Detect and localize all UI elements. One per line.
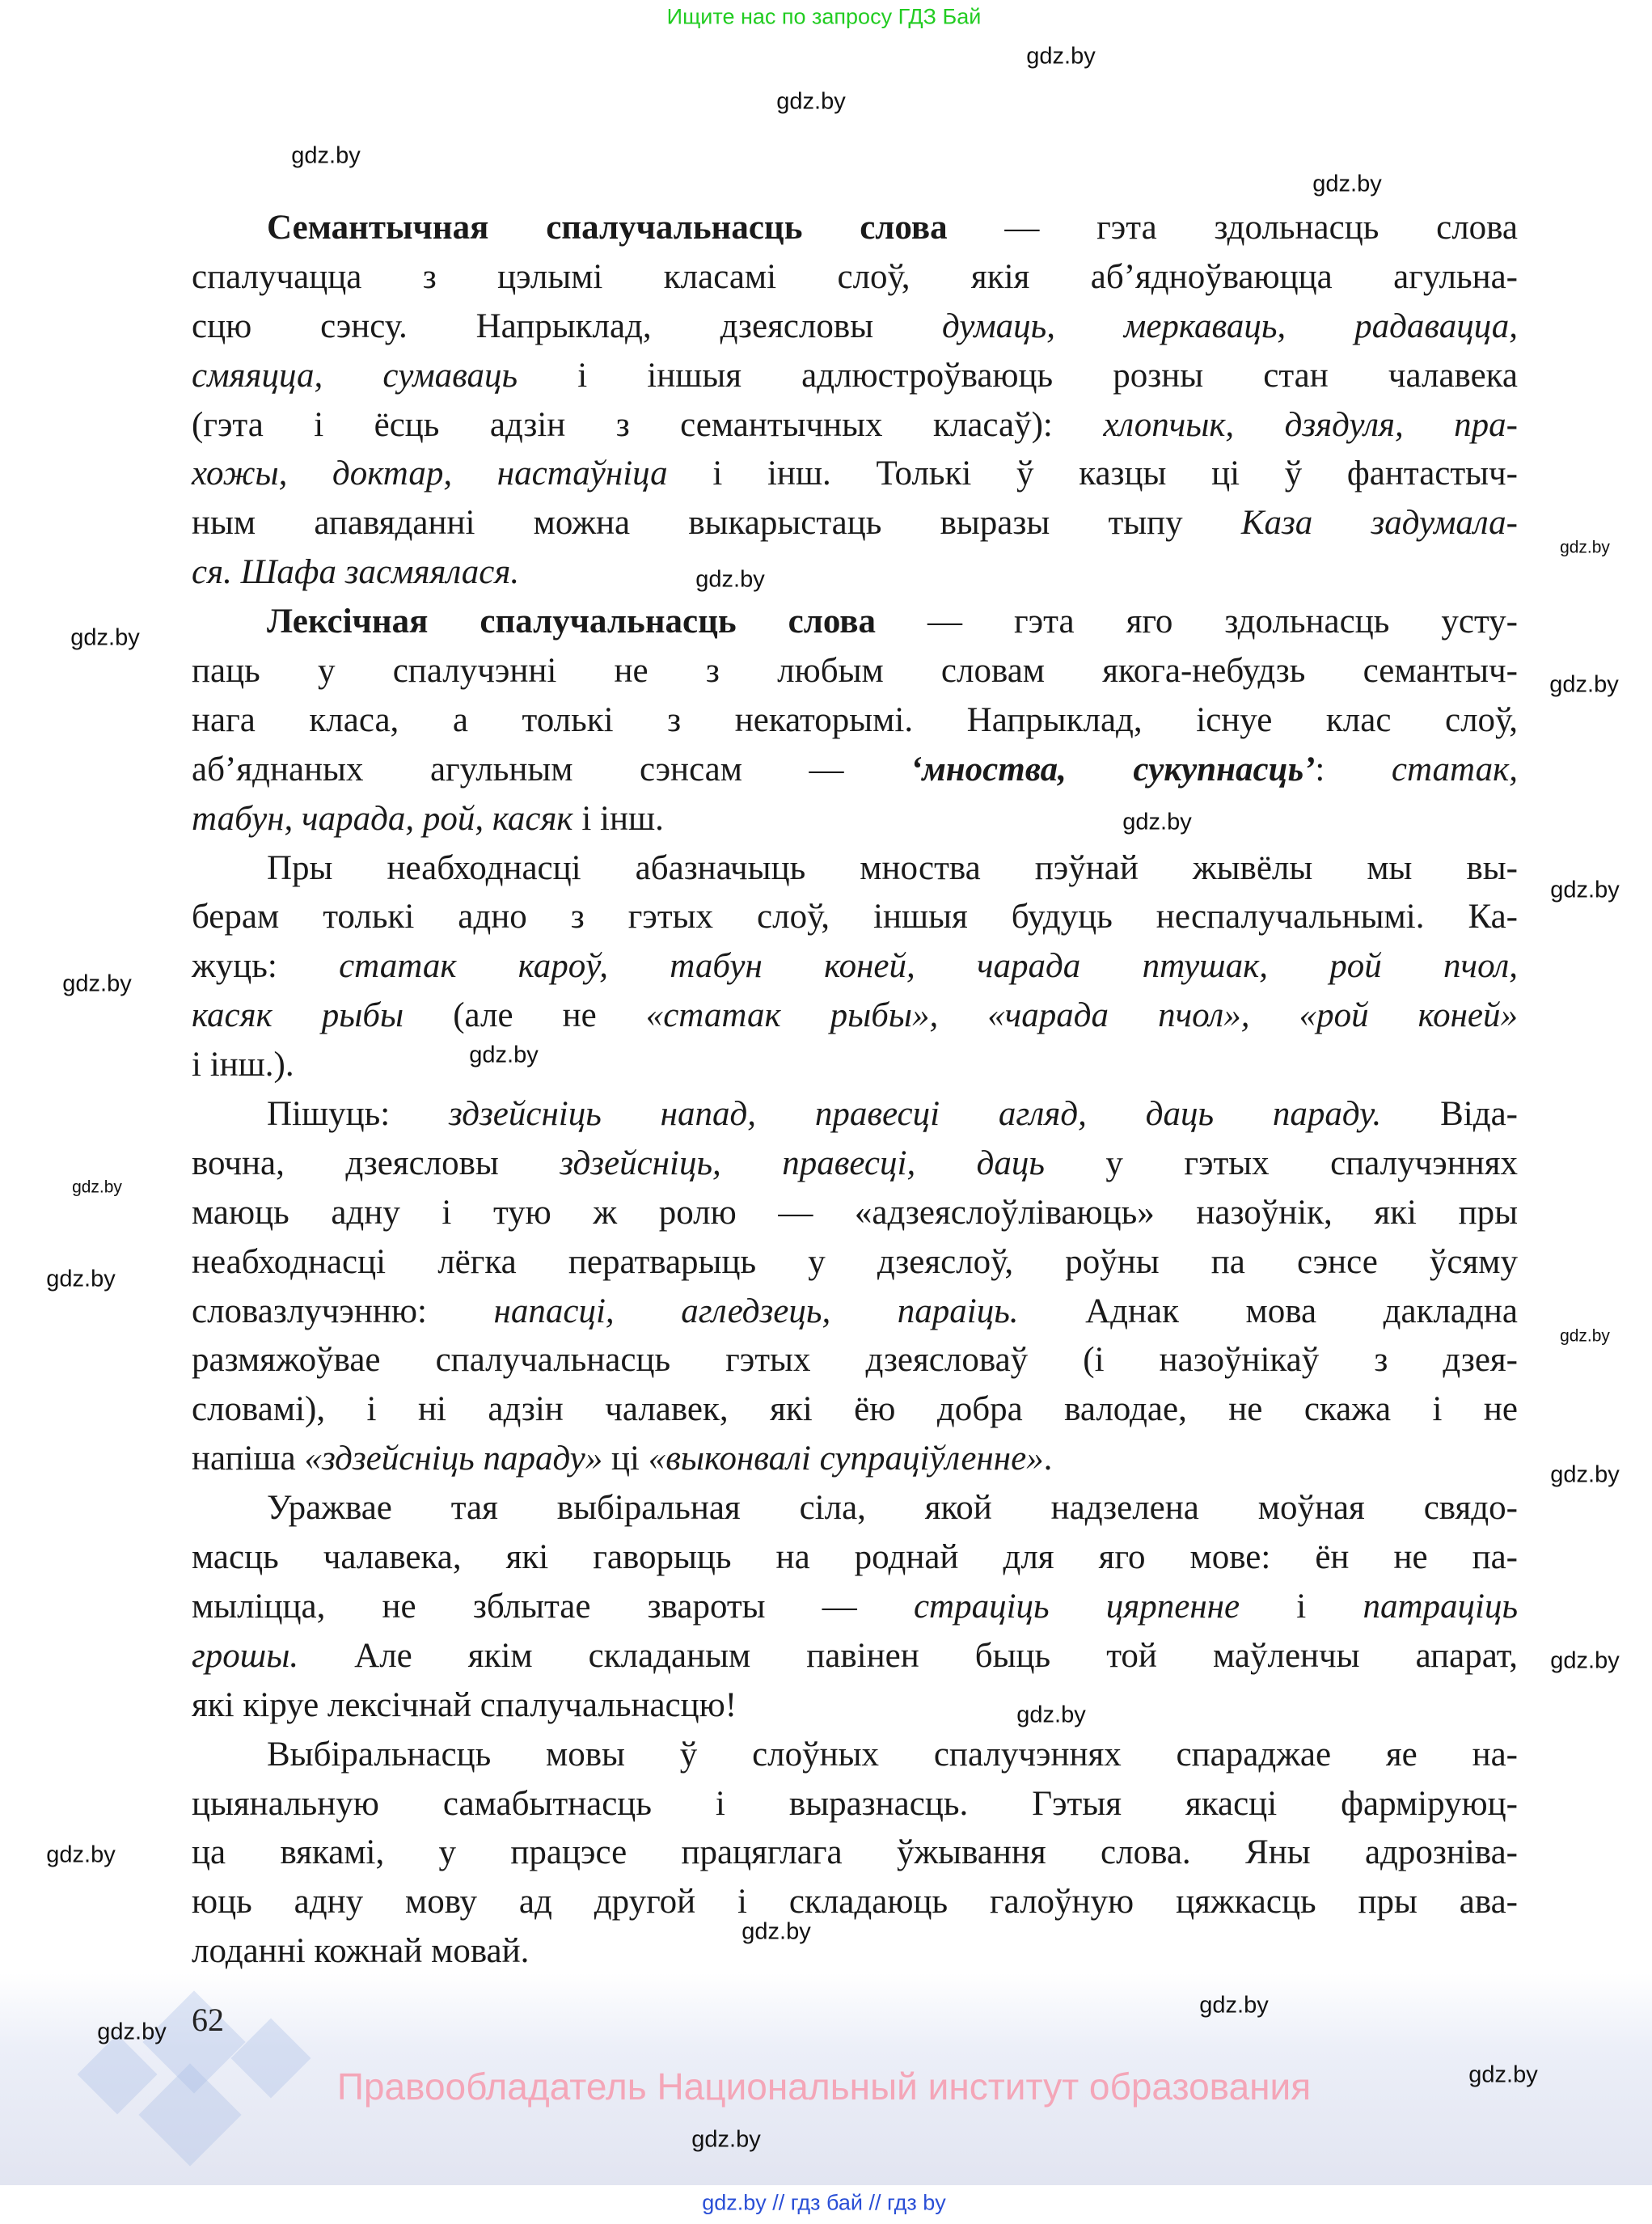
text-run: аб’яднаных агульным сэнсам — [192, 750, 911, 789]
text-run: і інш. Толькі ў казцы ці ў фантастыч- [667, 455, 1518, 493]
watermark: gdz.by [1560, 538, 1610, 557]
text-run: Віда- [1381, 1095, 1518, 1134]
watermark: gdz.by [741, 1918, 811, 1945]
watermark: gdz.by [291, 142, 361, 169]
text-line [192, 1435, 1518, 1484]
text-run: сцю сэнсу. Напрыклад, дзеясловы [192, 307, 943, 345]
watermark: gdz.by [46, 1266, 116, 1292]
text-run: Выбіральнасць мовы ў слоўных спалучэннях спараджае яе на- [267, 1735, 1518, 1774]
text-run: (гэта і ёсць адзін з семантычных класаў): [192, 405, 1104, 444]
text-line [192, 1189, 1518, 1238]
text-run: спалучацца з цэлымі класамі слоў, якія аб’ядноўваюцца агульна- [192, 257, 1518, 296]
example-italic: думаць, меркаваць, радавацца, [942, 307, 1518, 345]
watermark: gdz.by [72, 1178, 122, 1197]
text-line [192, 1139, 1518, 1189]
text-line [192, 696, 1518, 746]
watermark: gdz.by [1560, 1326, 1610, 1346]
example-italic: страціць цярпенне [913, 1587, 1240, 1626]
text-run: які кіруе лексічнай спалучальнасцю! [192, 1685, 737, 1724]
text-run: масць чалавека, які гаворыць на роднай для яго мове: ён не па- [192, 1538, 1518, 1577]
text-line [192, 1681, 1518, 1731]
example-italic: хожы, доктар, настаўніца [192, 455, 668, 493]
text-line [192, 1484, 1518, 1533]
watermark: gdz.by [691, 2126, 761, 2153]
text-run: Аднак мова дакладна [1018, 1292, 1518, 1330]
example-italic: смяяцца, сумаваць [192, 356, 518, 395]
text-run: жуць: [192, 947, 340, 986]
example-italic: грошы. [192, 1636, 299, 1675]
text-run: — гэта здольнасць слова [947, 209, 1518, 247]
text-line [192, 499, 1518, 548]
text-run: Але якім складаным павінен быць той маўленчы апарат, [298, 1636, 1518, 1675]
text-run: . [1043, 1440, 1053, 1478]
text-line [192, 204, 1518, 253]
text-run: цыянальную самабытнасць і выразнасць. Гэтыя якасці фарміруюц- [192, 1784, 1518, 1823]
text-line [192, 991, 1518, 1041]
example-italic: патраціць [1363, 1587, 1519, 1626]
watermark: gdz.by [62, 970, 132, 997]
page-number: 62 [192, 2002, 224, 2038]
watermark: gdz.by [1122, 809, 1192, 835]
example-italic: «здзейсніць параду» [304, 1440, 603, 1478]
text-line [192, 647, 1518, 696]
watermark: gdz.by [1550, 1461, 1620, 1488]
watermark: gdz.by [1312, 171, 1382, 197]
text-line [192, 893, 1518, 942]
text-line [192, 1780, 1518, 1829]
text-run: нага класа, а толькі з некаторымі. Напрыклад, існуе клас слоў, [192, 700, 1518, 739]
term-bold: Лексічная спалучальнасць слова [267, 603, 876, 641]
text-run: Пішуць: [267, 1095, 450, 1134]
paragraph [192, 1090, 1518, 1484]
example-italic: хлопчык, дзядуля, пра- [1103, 405, 1518, 444]
text-line [192, 1090, 1518, 1139]
text-line [192, 844, 1518, 894]
watermark: gdz.by [1468, 2061, 1538, 2088]
watermark: gdz.by [46, 1841, 116, 1868]
watermark: gdz.by [469, 1042, 539, 1068]
search-hint-link[interactable]: Ищите нас по запросу ГДЗ Бай [666, 4, 982, 29]
decor-diamond [231, 2019, 311, 2099]
text-run: : [1315, 750, 1392, 789]
text-run: і іншыя адлюстроўваюць розны стан чалавека [518, 356, 1518, 395]
text-line [192, 598, 1518, 647]
text-run: — гэта яго здольнасць усту- [876, 603, 1518, 641]
text-run: у гэтых спалучэннях [1044, 1144, 1518, 1182]
text-run: неабходнасці лёгка ператварыць у дзеяслоў, роўны па сэнсе ўсяму [192, 1242, 1518, 1281]
article-body [192, 204, 1518, 1977]
text-line [192, 450, 1518, 499]
text-run: Уражвае тая выбіральная сіла, якой надзелена моўная свядо- [267, 1489, 1518, 1528]
text-run: Пры неабходнасці абазначыць мноства пэўнай жывёлы мы вы- [267, 848, 1518, 887]
text-run: паць у спалучэнні не з любым словам якога-небудзь семантыч- [192, 652, 1518, 691]
paragraph [192, 1484, 1518, 1730]
text-line [192, 795, 1518, 844]
watermark: gdz.by [1016, 1702, 1086, 1728]
text-line [192, 1041, 1518, 1090]
example-italic: статак кароў, табун коней, чарада птушак, рой пчол, [339, 947, 1518, 986]
text-line [192, 942, 1518, 991]
text-line [192, 1878, 1518, 1927]
example-italic: «статак рыбы», «чарада пчол», «рой коней» [645, 996, 1519, 1035]
watermark: gdz.by [1550, 1647, 1620, 1674]
text-run: ца вякамі, у працэсе працяглага ўжывання слова. Яны адрозніва- [192, 1833, 1518, 1872]
text-line [192, 1238, 1518, 1287]
watermark: gdz.by [1549, 671, 1619, 698]
text-run: словазлучэнню: [192, 1292, 494, 1330]
text-line [192, 401, 1518, 450]
text-run: словамі), і ні адзін чалавек, які ёю добра валодае, не скажа і не [192, 1390, 1518, 1429]
example-italic: табун, чарада, рой, касяк [192, 799, 573, 838]
text-run: і інш.). [192, 1046, 294, 1085]
text-line [192, 1829, 1518, 1878]
example-italic: ‘мноства, сукупнасць’ [911, 750, 1316, 789]
text-run: юць адну мову ад другой і складаюць галоўную цяжкасць пры ава- [192, 1883, 1518, 1922]
text-line [192, 1927, 1518, 1977]
text-run: і інш. [572, 799, 664, 838]
paragraph [192, 598, 1518, 844]
example-italic: напасці, агледзець, параіць. [493, 1292, 1019, 1330]
decor-diamond [78, 2035, 158, 2115]
text-line [192, 1533, 1518, 1583]
footer-links[interactable]: gdz.by // гдз бай // гдз by [702, 2190, 946, 2215]
example-italic: ся. Шафа засмяялася. [192, 553, 520, 592]
example-italic: Каза задумала- [1240, 504, 1519, 543]
paragraph [192, 204, 1518, 598]
watermark: gdz.by [695, 566, 765, 593]
text-run: ці [602, 1440, 649, 1478]
text-run: вочна, дзеясловы [192, 1144, 560, 1182]
text-run: лоданні кожнай мовай. [192, 1932, 530, 1971]
text-line [192, 302, 1518, 352]
rights-holder-notice: Правообладатель Национальный институт образования [336, 2065, 1312, 2108]
text-run: берам толькі адно з гэтых слоў, іншыя будуць неспалучальнымі. Ка- [192, 898, 1518, 937]
text-line [192, 352, 1518, 401]
text-run: напіша [192, 1440, 305, 1478]
text-run: ным апавяданні можна выкарыстаць выразы тыпу [192, 504, 1241, 543]
text-run: і [1240, 1587, 1363, 1626]
text-line [192, 1632, 1518, 1681]
watermark: gdz.by [1026, 43, 1096, 70]
text-line [192, 746, 1518, 795]
paragraph [192, 1731, 1518, 1977]
text-run: размяжоўвае спалучальнасць гэтых дзеясловаў (і назоўнікаў з дзея- [192, 1341, 1518, 1380]
text-run: мыліцца, не зблытае звароты — [192, 1587, 914, 1626]
example-italic: здзейсніць, правесці, даць [560, 1144, 1045, 1182]
watermark: gdz.by [776, 88, 846, 115]
text-run: маюць адну і тую ж ролю — «адзеяслоўліваюць» назоўнік, які пры [192, 1193, 1518, 1232]
text-line [192, 253, 1518, 302]
watermark: gdz.by [1550, 877, 1620, 903]
paragraph [192, 844, 1518, 1090]
term-bold: Семантычная спалучальнасць слова [267, 209, 948, 247]
example-italic: «выконвалі супраціўленне» [648, 1440, 1044, 1478]
text-line [192, 1336, 1518, 1385]
example-italic: касяк рыбы [192, 996, 404, 1035]
text-line [192, 1385, 1518, 1435]
decor-diamond [138, 2063, 241, 2166]
text-line [192, 548, 1518, 598]
watermark: gdz.by [1199, 1992, 1269, 2019]
example-italic: статак, [1391, 750, 1518, 789]
text-run: (але не [403, 996, 646, 1035]
text-line [192, 1583, 1518, 1632]
text-line [192, 1287, 1518, 1337]
example-italic: здзейсніць напад, правесці агляд, даць параду. [449, 1095, 1382, 1134]
watermark: gdz.by [97, 2019, 167, 2045]
text-line [192, 1731, 1518, 1780]
watermark: gdz.by [70, 624, 140, 651]
